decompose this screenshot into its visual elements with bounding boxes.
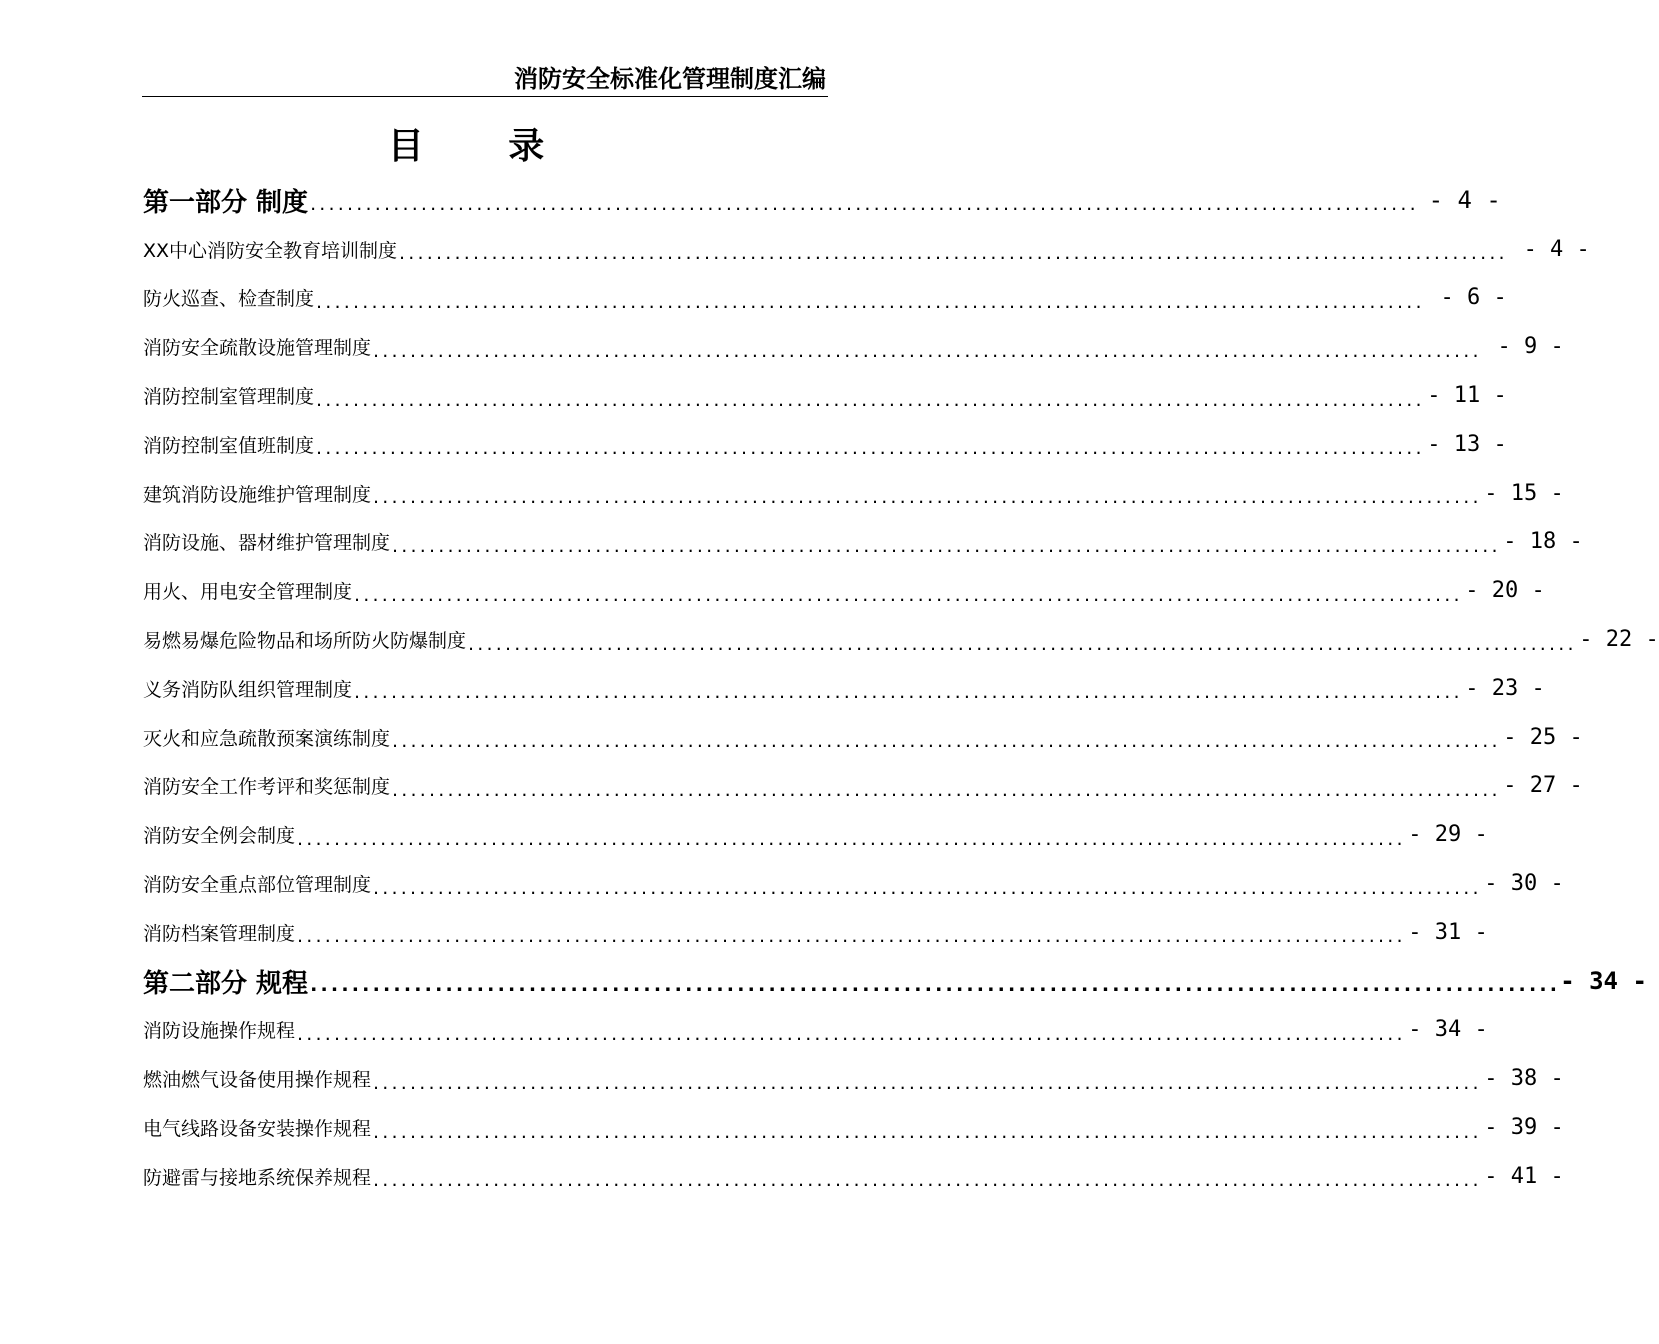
- toc-page-number: - 4 -: [1523, 236, 1590, 262]
- toc-page-number: - 34 -: [1408, 1017, 1488, 1043]
- toc-dot-leader: ........................................................................................................................: [310, 193, 1419, 216]
- toc-dot-leader: ........................................................................................................................: [373, 339, 1482, 362]
- toc-entry-label: 电气线路设备安装操作规程: [143, 1118, 372, 1141]
- toc-dot-leader: ........................................................................................................................: [392, 778, 1501, 801]
- toc-entry-label: 消防档案管理制度: [143, 922, 296, 945]
- toc-entry-label: 建筑消防设施维护管理制度: [143, 483, 372, 506]
- toc-dot-leader: ........................................................................................................................: [399, 242, 1508, 265]
- toc-item[interactable]: [143, 859, 1564, 908]
- toc-title: 目 录: [387, 126, 581, 167]
- page-header: [142, 62, 828, 97]
- toc-entry-label: 消防安全工作考评和奖惩制度: [143, 776, 391, 799]
- toc-page-number: - 25 -: [1503, 724, 1583, 750]
- toc-item[interactable]: [143, 469, 1564, 518]
- toc-part-heading[interactable]: [143, 176, 1501, 225]
- toc-entry-label: 消防安全疏散设施管理制度: [143, 337, 372, 360]
- toc-entry-label: 易燃易爆危险物品和场所防火防爆制度: [143, 630, 467, 653]
- toc-page-number: - 13 -: [1427, 431, 1507, 457]
- toc-page-number: - 11 -: [1427, 383, 1507, 409]
- toc-dot-leader: ........................................................................................................................: [373, 486, 1482, 509]
- toc-entry-label: 燃油燃气设备使用操作规程: [143, 1069, 372, 1092]
- toc-page-number: - 38 -: [1484, 1066, 1564, 1092]
- toc-page-number: - 34 -: [1560, 967, 1647, 996]
- toc-dot-leader: ........................................................................................................................: [392, 534, 1501, 557]
- toc-entry-label: 消防设施操作规程: [143, 1020, 296, 1043]
- toc-entry-label: 消防安全重点部位管理制度: [143, 874, 372, 897]
- toc-item[interactable]: [143, 1054, 1564, 1103]
- toc-part-heading[interactable]: [143, 957, 1647, 1006]
- toc-page-number: - 41 -: [1484, 1163, 1564, 1189]
- toc-page-number: - 6 -: [1440, 285, 1507, 311]
- toc-item[interactable]: [143, 1103, 1564, 1152]
- toc-dot-leader: ........................................................................................................................: [373, 1169, 1482, 1192]
- toc-item[interactable]: [143, 664, 1545, 713]
- toc-dot-leader: ........................................................................................................................: [297, 925, 1406, 948]
- toc-dot-leader: ........................................................................................................................: [297, 827, 1406, 850]
- toc-dot-leader: ........................................................................................................................: [354, 583, 1463, 606]
- toc-dot-leader: ........................................................................................................................: [354, 681, 1463, 704]
- toc-entry-label: 消防控制室管理制度: [143, 386, 315, 409]
- toc-item[interactable]: [143, 420, 1507, 469]
- toc-page-number: - 27 -: [1503, 773, 1583, 799]
- toc-item[interactable]: [143, 1006, 1488, 1055]
- toc-page-number: - 22 -: [1579, 627, 1659, 653]
- toc-dot-leader: ........................................................................................................................: [297, 1022, 1406, 1045]
- toc-entry-label: 灭火和应急疏散预案演练制度: [143, 727, 391, 750]
- toc-dot-leader: ........................................................................................................................: [373, 876, 1482, 899]
- toc-item[interactable]: [143, 518, 1583, 567]
- toc-page-number: - 30 -: [1484, 871, 1564, 897]
- toc-entry-label: XX中心消防安全教育培训制度: [143, 239, 398, 262]
- toc-page-number: - 31 -: [1408, 919, 1488, 945]
- toc-entry-label: 消防设施、器材维护管理制度: [143, 532, 391, 555]
- toc-entry-label: 义务消防队组织管理制度: [143, 678, 353, 701]
- toc-item[interactable]: [143, 322, 1564, 371]
- toc-entry-label: 消防安全例会制度: [143, 825, 296, 848]
- toc-entry-label: 用火、用电安全管理制度: [143, 581, 353, 604]
- toc-entry-label: 防避雷与接地系统保养规程: [143, 1166, 372, 1189]
- toc-entry-label: 第二部分 规程: [143, 968, 309, 999]
- toc-dot-leader: ........................................................................................................................: [392, 730, 1501, 753]
- toc-page-number: - 18 -: [1503, 529, 1583, 555]
- table-of-contents: [143, 176, 1659, 1201]
- toc-dot-leader: ........................................................................................................................: [316, 437, 1425, 460]
- toc-entry-label: 第一部分 制度: [143, 187, 309, 218]
- toc-page-number: - 4 -: [1428, 186, 1501, 215]
- toc-page-number: - 9 -: [1497, 334, 1564, 360]
- toc-item[interactable]: [143, 371, 1507, 420]
- toc-page-number: - 20 -: [1465, 578, 1545, 604]
- toc-dot-leader: ........................................................................................................................: [310, 974, 1561, 997]
- toc-page-number: - 15 -: [1484, 480, 1564, 506]
- toc-dot-leader: ........................................................................................................................: [373, 1071, 1482, 1094]
- header-title: 消防安全标准化管理制度汇编: [514, 65, 826, 93]
- toc-item[interactable]: [143, 615, 1659, 664]
- toc-dot-leader: ........................................................................................................................: [468, 632, 1577, 655]
- toc-item[interactable]: [143, 1152, 1564, 1201]
- toc-dot-leader: ........................................................................................................................: [316, 388, 1425, 411]
- toc-item[interactable]: [143, 908, 1488, 957]
- toc-page-number: - 39 -: [1484, 1115, 1564, 1141]
- toc-dot-leader: ........................................................................................................................: [316, 290, 1425, 313]
- toc-item[interactable]: [143, 225, 1590, 274]
- toc-item[interactable]: [143, 713, 1583, 762]
- toc-page-number: - 29 -: [1408, 822, 1488, 848]
- toc-entry-label: 防火巡查、检查制度: [143, 288, 315, 311]
- toc-item[interactable]: [143, 810, 1488, 859]
- toc-item[interactable]: [143, 762, 1583, 811]
- toc-page-number: - 23 -: [1465, 675, 1545, 701]
- toc-entry-label: 消防控制室值班制度: [143, 434, 315, 457]
- toc-item[interactable]: [143, 274, 1507, 323]
- toc-dot-leader: ........................................................................................................................: [373, 1120, 1482, 1143]
- toc-item[interactable]: [143, 566, 1545, 615]
